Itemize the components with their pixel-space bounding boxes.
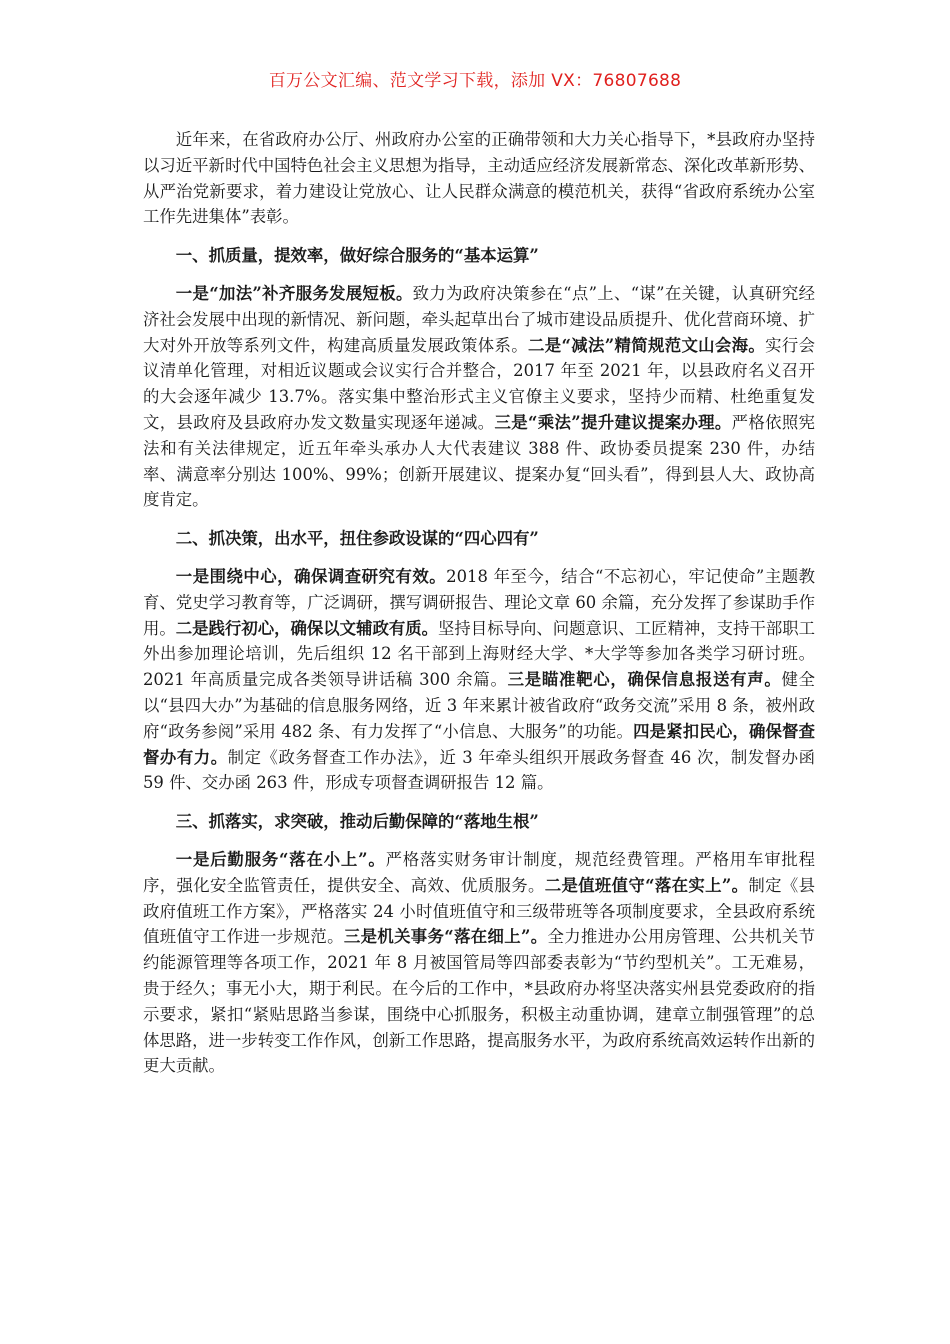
point-2-2-title: 二是践行初心，确保以文辅政有质。 xyxy=(175,618,439,638)
point-1-3-text: 严格依照宪法和有关法律规定，近五年牵头承办人大代表建议 388 件、政协委员提案 230 件，办结率、满意率分别达 100%、99%；创新开展建议、提案办复“回头看”，得到县人大、政协高度肯定。 xyxy=(143,412,816,510)
point-3-1-title: 一是后勤服务“落在小上”。 xyxy=(175,849,386,869)
point-1-1-text: 致力为政府决策参在“点”上、“谋”在关键，认真研究经济社会发展中出现的新情况、新问题，牵头起草出台了城市建设品质提升、优化营商环境、扩大对外开放等系列文件，构建高质量发展政策体系。 xyxy=(143,283,816,355)
point-2-1-text: 2018 年至今，结合“不忘初心，牢记使命”主题教育、党史学习教育等，广泛调研，撰写调研报告、理论文章 60 余篇，充分发挥了参谋助手作用。 xyxy=(143,566,815,638)
point-2-4-text: 制定《政务督查工作办法》，近 3 年牵头组织开展政务督查 46 次，制发督办函 59 件、交办函 263 件，形成专项督查调研报告 12 篇。 xyxy=(143,747,815,793)
point-2-1-title: 一是围绕中心，确保调查研究有效。 xyxy=(175,566,447,586)
promo-banner: 百万公文汇编、范文学习下载，添加 VX：76807688 xyxy=(268,71,682,91)
intro-paragraph: 近年来，在省政府办公厅、州政府办公室的正确带领和大力关心指导下，*县政府办坚持以习近平新时代中国特色社会主义思想为指导，主动适应经济发展新常态、深化改革新形势、从严治党新要求，着力建设让党放心、让人民群众满意的模范机关，获得“省政府系统办公室工作先进集体”表彰。 xyxy=(143,130,816,227)
document-body xyxy=(143,127,815,1079)
point-3-3-title: 三是机关事务“落在细上”。 xyxy=(343,927,548,947)
point-2-2-text: 坚持目标导向、问题意识、工匠精神，支持干部职工外出参加理论培训，先后组织 12 名干部到上海财经大学、*大学等参加各类学习研讨班。2021 年高质量完成各类领导讲话稿 300 余篇。 xyxy=(143,618,816,690)
point-3-2-text: 制定《县政府值班工作方案》，严格落实 24 小时值班值守和三级带班等各项制度要求，全县政府系统值班值守工作进一步规范。 xyxy=(143,875,815,947)
section-2-paragraph xyxy=(143,564,815,796)
section-1-heading: 一、抓质量，提效率，做好综合服务的“基本运算” xyxy=(175,246,539,266)
point-1-2-text: 实行会议清单化管理，对相近议题或会议实行合并整合，2017 年至 2021 年，以县政府名义召开的大会逐年减少 13.7%。落实集中整治形式主义官僚主义要求，坚持少而精、杜绝重复发文，县政府及县政府办发文数量实现逐年递减。 xyxy=(143,335,816,432)
point-1-1-title: 一是“加法”补齐服务发展短板。 xyxy=(175,283,413,303)
point-2-3-title: 三是瞄准靶心，确保信息报送有声。 xyxy=(507,670,782,690)
point-2-4-title: 四是紧扣民心，确保督查督办有力。 xyxy=(143,721,815,767)
point-2-3-text: 健全以“县四大办”为基础的信息服务网络，近 3 年来累计被省政府“政务交流”采用 8 条，被州政府“政务参阅”采用 482 条、有力发挥了“小信息、大服务”的功能。 xyxy=(143,670,815,741)
point-3-1-text: 严格落实财务审计制度，规范经费管理。严格用车审批程序，强化安全监管责任，提供安全、高效、优质服务。 xyxy=(143,849,815,895)
section-2-heading: 二、抓决策，出水平，扭住参政设谋的“四心四有” xyxy=(175,529,539,549)
section-3-paragraph xyxy=(143,847,815,1079)
point-3-2-title: 二是值班值守“落在实上”。 xyxy=(544,875,749,895)
point-1-3-title: 三是“乘法”提升建议提案办理。 xyxy=(494,412,732,432)
point-1-2-title: 二是“减法”精简规范文山会海。 xyxy=(527,335,766,355)
section-3-heading: 三、抓落实，求突破，推动后勤保障的“落地生根” xyxy=(175,812,539,832)
point-3-3-text: 全力推进办公用房管理、公共机关节约能源管理等各项工作，2021 年 8 月被国管局等四部委表彰为“节约型机关”。工无难易，贵于经久；事无小大，期于利民。在今后的工作中，*县政府办将坚决落实州县党委政府的指示要求，紧扣“紧贴思路当参谋，围绕中心抓服务，积极主动重协调，建章立制强管理”的总体思路，进一步转变工作作风，创新工作思路，提高服务水平，为政府系统高效运转作出新的更大贡献。 xyxy=(143,927,816,1076)
section-1-paragraph xyxy=(143,281,815,513)
